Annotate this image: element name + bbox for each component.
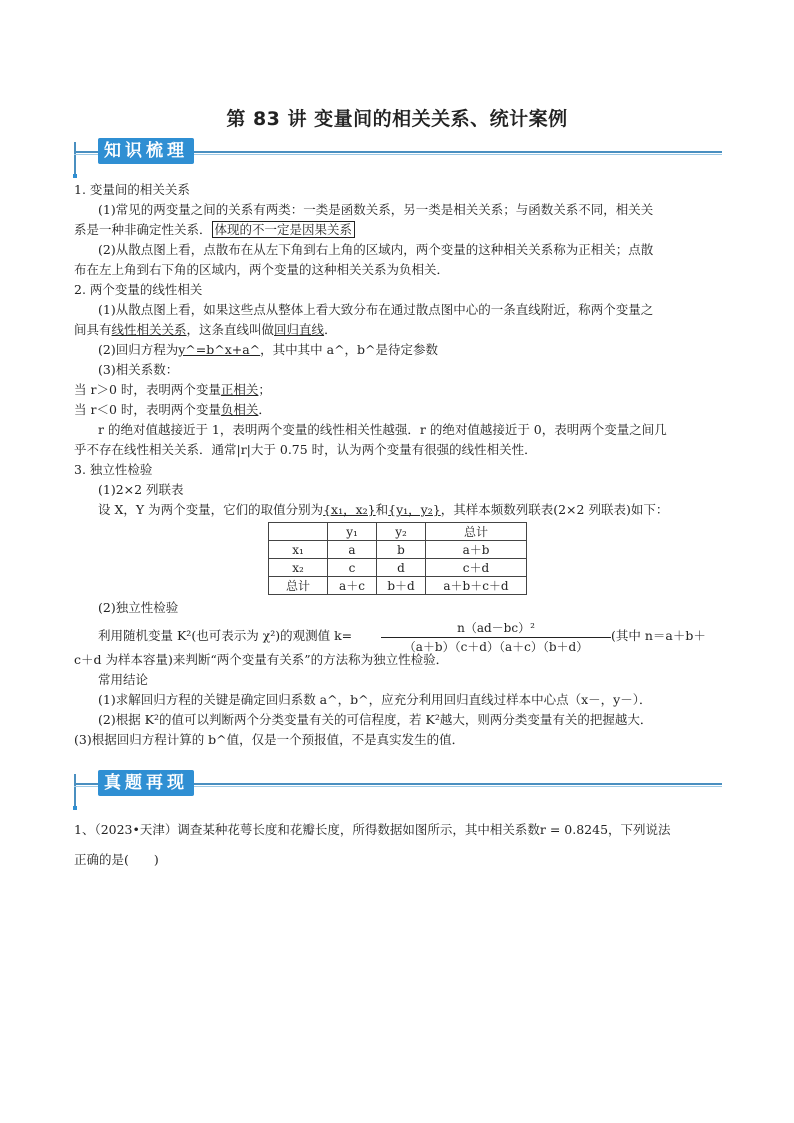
- s2-p1a: (1)从散点图上看，如果这些点从整体上看大致分布在通过散点图中心的一条直线附近，称两个变量之: [98, 302, 654, 317]
- table-cell: [269, 523, 328, 541]
- contingency-table: [268, 522, 527, 595]
- s1-p2a: (2)从散点图上看，点散布在从左下角到右上角的区域内，两个变量的这种相关关系称为正相关；点散: [98, 242, 654, 257]
- table-row: [269, 559, 527, 577]
- table-header-row: [269, 523, 527, 541]
- table-cell: c＋d: [426, 559, 527, 577]
- s3-p8: (2)根据 K²的值可以判断两个分类变量有关的可信程度，若 K²越大，则两分类变量有关的把握越大．: [98, 712, 653, 727]
- s1-p1b: 系是一种非确定性关系． 体现的不一定是因果关系: [74, 220, 724, 240]
- table-cell: a: [328, 541, 377, 559]
- s3-p4-end: (其中 n＝a＋b＋: [611, 628, 706, 643]
- page-title: 第 83 讲 变量间的相关关系、统计案例: [226, 108, 568, 130]
- header-dot: [73, 174, 77, 178]
- table-cell: 总计: [426, 523, 527, 541]
- table-cell: b＋d: [377, 577, 426, 595]
- table-cell: a＋b＋c＋d: [426, 577, 527, 595]
- boxed-note: 体现的不一定是因果关系: [212, 221, 356, 238]
- s2-p1b: 间具有线性相关关系，这条直线叫做回归直线．: [74, 322, 337, 337]
- table-cell: b: [377, 541, 426, 559]
- table-cell: d: [377, 559, 426, 577]
- table-cell: x₂: [269, 559, 328, 577]
- section-header-real-exam: [74, 770, 724, 810]
- s2-p3: (3)相关系数：: [98, 362, 179, 377]
- header-dot: [73, 806, 77, 810]
- s3-p2: 设 X，Y 为两个变量，它们的取值分别为{x₁，x₂}和{y₁，y₂}，其样本频数列联表(2×2 列联表)如下：: [98, 502, 669, 517]
- table-row: [269, 577, 527, 595]
- s2-p5: 当 r＜0 时，表明两个变量负相关．: [74, 402, 271, 417]
- fraction-denominator: （a＋b）（c＋d）（a＋c）（b＋d）: [403, 640, 589, 654]
- table-cell: a＋b: [426, 541, 527, 559]
- s3-p6: 常用结论: [98, 672, 149, 687]
- s3-p9: (3)根据回归方程计算的 b^值，仅是一个预报值，不是真实发生的值．: [74, 732, 465, 747]
- table-cell: y₂: [377, 523, 426, 541]
- table-cell: 总计: [269, 577, 328, 595]
- s1-heading: 1. 变量间的相关关系: [74, 182, 190, 197]
- table-cell: a＋c: [328, 577, 377, 595]
- question-1-line2: 正确的是( ): [74, 852, 159, 867]
- section-header-knowledge: [74, 138, 724, 178]
- s3-p1: (1)2×2 列联表: [98, 482, 184, 497]
- table-cell: c: [328, 559, 377, 577]
- table-row: [269, 541, 527, 559]
- s2-p4: 当 r＞0 时，表明两个变量正相关；: [74, 382, 271, 397]
- s2-p6a: r 的绝对值越接近于 1，表明两个变量的线性相关性越强．r 的绝对值越接近于 0，表明两个变量之间几: [98, 422, 667, 437]
- table-cell: y₁: [328, 523, 377, 541]
- s3-p5: c＋d 为样本容量)来判断“两个变量有关系”的方法称为独立性检验．: [74, 652, 449, 667]
- s1-p1a: (1)常见的两变量之间的关系有两类：一类是函数关系，另一类是相关关系；与函数关系不同，相关关: [98, 202, 654, 217]
- fraction-numerator: n（ad－bc）²: [381, 619, 611, 638]
- section-badge: 真题再现: [98, 770, 194, 796]
- header-rule-vertical: [74, 774, 76, 810]
- s1-p2b: 布在左上角到右下角的区域内，两个变量的这种相关关系为负相关．: [74, 262, 450, 277]
- table-cell: x₁: [269, 541, 328, 559]
- question-1-line1: 1、（2023•天津）调查某种花萼长度和花瓣长度，所得数据如图所示，其中相关系数r = 0.8245，下列说法: [74, 822, 671, 837]
- s3-p7: (1)求解回归方程的关键是确定回归系数 a^，b^，应充分利用回归直线过样本中心点（x－，y－）．: [98, 692, 652, 707]
- s3-p3: (2)独立性检验: [98, 600, 179, 615]
- s3-p4-pre: 利用随机变量 K²(也可表示为 χ²)的观测值 k=: [98, 628, 353, 643]
- s2-p6b: 乎不存在线性相关关系．通常|r|大于 0.75 时，认为两个变量有很强的线性相关性．: [74, 442, 537, 457]
- s2-p2: (2)回归方程为y^=b^x+a^，其中其中 a^，b^是待定参数: [98, 342, 439, 357]
- s2-heading: 2. 两个变量的线性相关: [74, 282, 203, 297]
- section-badge: 知识梳理: [98, 138, 194, 164]
- s3-heading: 3. 独立性检验: [74, 462, 153, 477]
- header-rule-vertical: [74, 142, 76, 178]
